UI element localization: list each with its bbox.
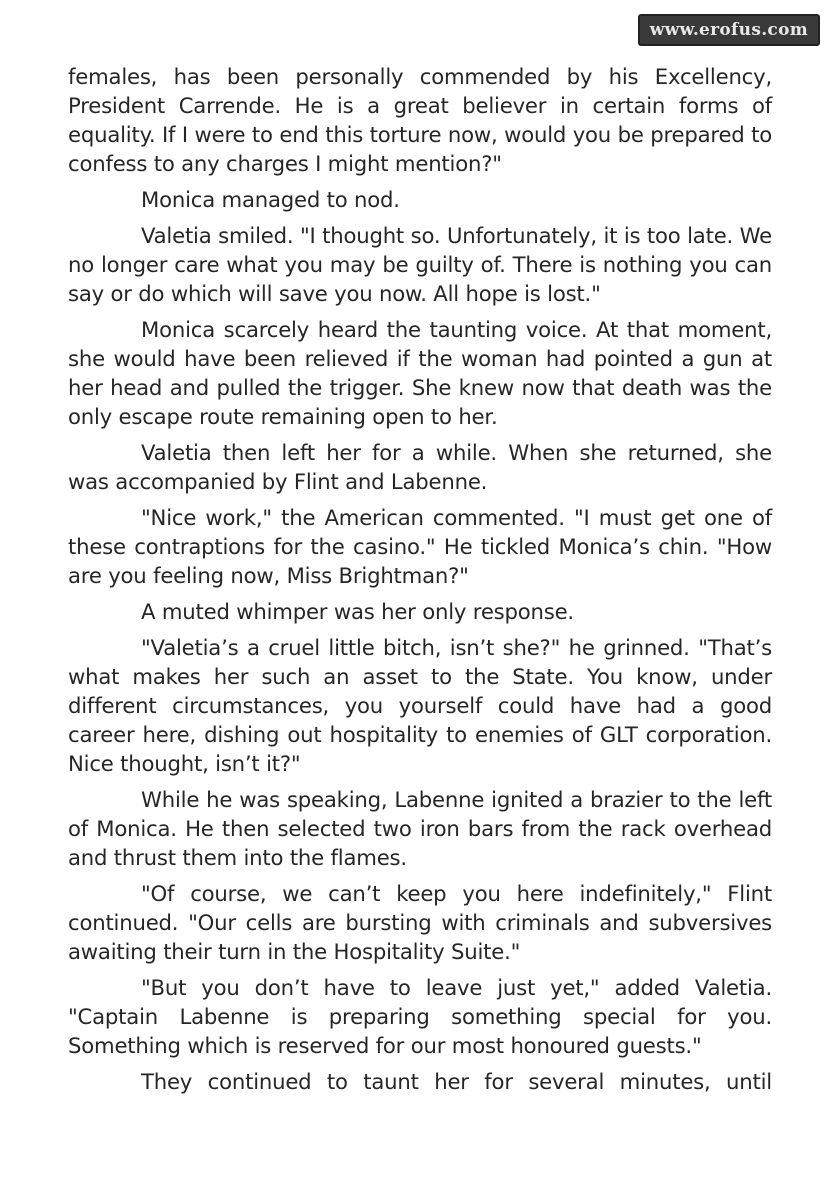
paragraph-2: Monica managed to nod. (141, 187, 400, 212)
watermark-logo: www.erofus.com (638, 14, 820, 46)
paragraph-5: Valetia then left her for a while. When she returned, she was accompanied by Flint and Labenne. (68, 440, 772, 494)
paragraph-8: "Valetia’s a cruel little bitch, isn’t she?" he grinned. "That’s what makes her such an asset to the State. You know, under different circumstances, you yourself could have had a good career here, dishing out hospitality to enemies of GLT corporation. Nice thought, isn’t it?" (68, 635, 772, 776)
paragraph-1: females, has been personally commended by his Excellency, President Carrende. He is a great believer in certain forms of equality. If I were to end this torture now, would you be prepared to confess to any charges I might mention?" (68, 64, 772, 176)
paragraph-9: While he was speaking, Labenne ignited a brazier to the left of Monica. He then selected two iron bars from the rack overhead and thrust them into the flames. (68, 787, 772, 870)
book-page (68, 62, 772, 1103)
paragraph-4: Monica scarcely heard the taunting voice. At that moment, she would have been relieved if the woman had pointed a gun at her head and pulled the trigger. She knew now that death was the only escape route remaining open to her. (68, 317, 772, 429)
paragraph-6: "Nice work," the American commented. "I must get one of these contraptions for the casino." He tickled Monica’s chin. "How are you feeling now, Miss Brightman?" (68, 505, 772, 588)
paragraph-12: They continued to taunt her for several minutes, until (141, 1069, 772, 1094)
paragraph-7: A muted whimper was her only response. (141, 599, 574, 624)
paragraph-3: Valetia smiled. "I thought so. Unfortunately, it is too late. We no longer care what you may be guilty of. There is nothing you can say or do which will save you now. All hope is lost." (68, 223, 772, 306)
paragraph-11: "But you don’t have to leave just yet," added Valetia. "Captain Labenne is preparing something special for you. Something which is reserved for our most honoured guests." (68, 975, 772, 1058)
paragraph-10: "Of course, we can’t keep you here indefinitely," Flint continued. "Our cells are bursting with criminals and subversives awaiting their turn in the Hospitality Suite." (68, 881, 772, 964)
